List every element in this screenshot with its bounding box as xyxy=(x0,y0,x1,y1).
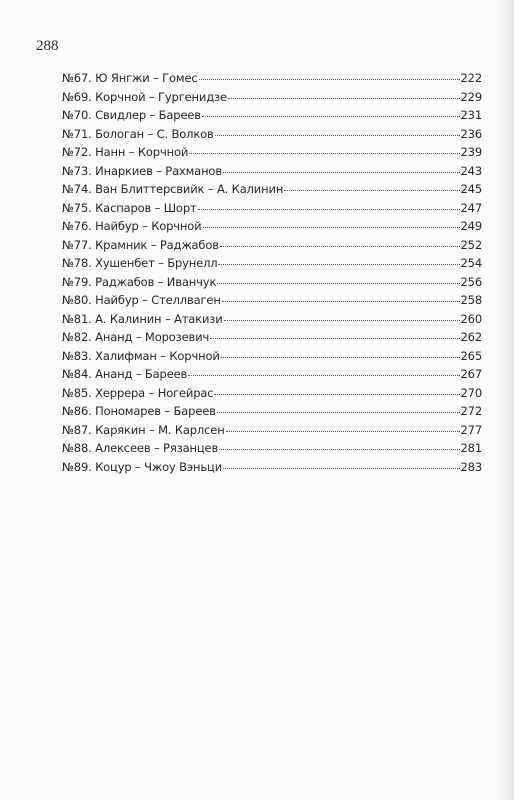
toc-entry-page: 262 xyxy=(460,330,482,344)
toc-entry-title: №82. Ананд – Морозевич xyxy=(62,330,210,344)
dot-leader xyxy=(214,394,459,395)
toc-entry-page: 252 xyxy=(460,237,482,252)
toc-entry xyxy=(62,127,482,146)
table-of-contents xyxy=(62,71,482,478)
toc-entry-page: 256 xyxy=(460,274,482,289)
toc-entry-page: 260 xyxy=(460,311,482,326)
toc-entry-title: №72. Нанн – Корчной xyxy=(62,145,189,159)
toc-entry xyxy=(62,256,482,275)
toc-entry xyxy=(62,386,482,405)
dot-leader xyxy=(199,79,460,80)
toc-entry-page: 245 xyxy=(460,182,482,196)
toc-entry-title: №73. Инаркиев – Рахманов xyxy=(62,163,222,178)
toc-entry-page: 267 xyxy=(460,367,482,381)
toc-entry xyxy=(62,312,482,331)
toc-entry xyxy=(62,219,482,238)
toc-entry xyxy=(62,349,482,368)
dot-leader xyxy=(221,357,460,358)
toc-entry-title: №87. Карякин – М. Карлсен xyxy=(62,422,225,437)
toc-entry-title: №74. Ван Блиттерсвийк – А. Калинин xyxy=(62,182,284,196)
toc-entry-title: №86. Пономарев – Бареев xyxy=(62,404,216,418)
toc-entry-page: 222 xyxy=(460,71,482,85)
toc-entry xyxy=(62,238,482,257)
toc-entry-title: №69. Корчной – Гургенидзе xyxy=(62,89,227,104)
dot-leader xyxy=(202,116,460,117)
toc-entry xyxy=(62,201,482,220)
dot-leader xyxy=(218,264,459,265)
toc-entry-page: 236 xyxy=(460,126,482,141)
page-number: 288 xyxy=(36,38,59,54)
dot-leader xyxy=(226,431,460,432)
dot-leader xyxy=(203,227,460,228)
toc-entry-page: 249 xyxy=(460,219,482,233)
toc-entry xyxy=(62,145,482,164)
toc-entry-page: 239 xyxy=(460,145,482,159)
toc-entry-page: 258 xyxy=(460,293,482,307)
toc-entry-title: №88. Алексеев – Рязанцев xyxy=(62,441,219,455)
toc-entry-page: 243 xyxy=(460,163,482,178)
toc-entry-title: №67. Ю Янгжи – Гомес xyxy=(62,71,198,85)
dot-leader xyxy=(220,246,460,247)
toc-entry-title: №76. Найбур – Корчной xyxy=(62,219,202,233)
dot-leader xyxy=(217,283,459,284)
dot-leader xyxy=(223,468,459,469)
toc-entry-title: №71. Бологан – С. Волков xyxy=(62,126,214,141)
toc-entry-page: 283 xyxy=(460,459,482,474)
toc-entry-page: 231 xyxy=(460,108,482,122)
dot-leader xyxy=(189,153,459,154)
toc-entry xyxy=(62,330,482,349)
toc-entry-page: 272 xyxy=(460,404,482,418)
toc-entry-title: №89. Коцур – Чжоу Вэньци xyxy=(62,459,223,474)
toc-entry-title: №79. Раджабов – Иванчук xyxy=(62,274,217,289)
toc-entry-page: 281 xyxy=(460,441,482,455)
toc-entry-page: 270 xyxy=(460,385,482,400)
toc-entry xyxy=(62,182,482,201)
dot-leader xyxy=(222,301,460,302)
dot-leader xyxy=(228,98,460,99)
dot-leader xyxy=(223,172,460,173)
toc-entry-title: №83. Халифман – Корчной xyxy=(62,348,220,363)
toc-entry-title: №81. А. Калинин – Атакизи xyxy=(62,311,223,326)
toc-entry xyxy=(62,404,482,423)
toc-entry xyxy=(62,441,482,460)
dot-leader xyxy=(198,209,460,210)
toc-entry xyxy=(62,71,482,90)
dot-leader xyxy=(188,375,459,376)
toc-entry-page: 229 xyxy=(460,89,482,104)
toc-entry-title: №77. Крамник – Раджабов xyxy=(62,237,219,252)
dot-leader xyxy=(215,135,460,136)
toc-entry xyxy=(62,108,482,127)
toc-entry xyxy=(62,293,482,312)
dot-leader xyxy=(210,338,459,339)
toc-entry-title: №80. Найбур – Стеллваген xyxy=(62,293,221,307)
toc-entry xyxy=(62,367,482,386)
dot-leader xyxy=(217,412,460,413)
toc-entry xyxy=(62,275,482,294)
dot-leader xyxy=(284,190,459,191)
toc-entry-page: 254 xyxy=(460,256,482,270)
toc-entry-page: 247 xyxy=(460,200,482,215)
page-edge-shadow xyxy=(496,0,514,800)
toc-entry-title: №70. Свидлер – Бареев xyxy=(62,108,201,122)
toc-entry xyxy=(62,164,482,183)
toc-entry xyxy=(62,423,482,442)
toc-entry-page: 277 xyxy=(460,422,482,437)
toc-entry-title: №85. Херрера – Ногейрас xyxy=(62,385,214,400)
toc-entry-title: №84. Ананд – Бареев xyxy=(62,367,188,381)
toc-entry xyxy=(62,90,482,109)
toc-entry-title: №75. Каспаров – Шорт xyxy=(62,200,197,215)
dot-leader xyxy=(219,449,459,450)
toc-entry-title: №78. Хушенбет – Брунелл xyxy=(62,256,218,270)
toc-entry-page: 265 xyxy=(460,348,482,363)
dot-leader xyxy=(224,320,460,321)
toc-entry xyxy=(62,460,482,479)
